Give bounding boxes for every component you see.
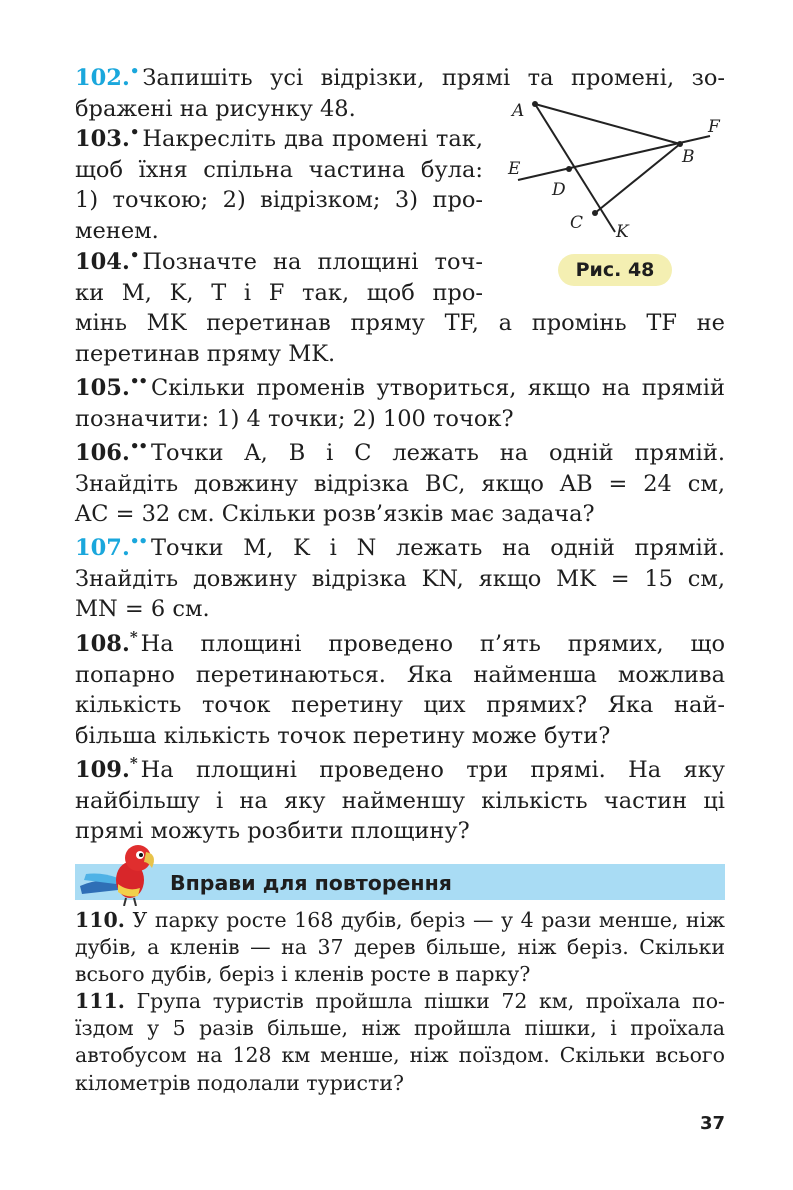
problem-text: прямі можуть розбити площину?	[75, 818, 470, 844]
problem-text: Накресліть два промені так,	[142, 126, 483, 152]
problem-text: їздом у 5 разів більше, ніж пройшла пішки, і проїхала	[75, 1016, 725, 1041]
problem-text: перетинав пряму MK.	[75, 340, 336, 367]
problem-number: 104.	[75, 249, 130, 275]
problem-number: 109.	[75, 757, 130, 783]
problem-106	[75, 431, 725, 530]
problem-text: Скільки променів утвориться, якщо на прямій	[151, 375, 725, 401]
problem-text: Точки M, K і N лежать на одній прямій.	[151, 535, 725, 561]
problem-text: бражені на рисунку 48.	[75, 95, 356, 122]
problem-text: Знайдіть довжину відрізка BC, якщо AB = 24 см,	[75, 470, 725, 497]
point-label-b: B	[682, 147, 695, 167]
problem-text: На площині проведено три прямі. На яку	[140, 757, 725, 783]
problem-text: автобусом на 128 км менше, ніж поїздом. Скільки всього	[75, 1043, 725, 1068]
problem-text: позначити: 1) 4 точки; 2) 100 точок?	[75, 405, 514, 432]
problem-number: 111.	[75, 989, 125, 1013]
page-number: 37	[700, 1113, 726, 1134]
difficulty-mark: ••	[129, 532, 147, 550]
problem-number: 108.	[75, 631, 130, 657]
problem-number: 103.	[75, 126, 130, 152]
problem-text: кількість точок перетину цих прямих? Яка най-	[75, 692, 725, 718]
problem-number: 110.	[75, 908, 125, 932]
problem-103	[75, 117, 483, 246]
difficulty-mark: *	[129, 628, 137, 646]
figure-caption: Рис. 48	[558, 254, 672, 286]
problem-text: Точки A, B і C лежать на одній прямій.	[151, 440, 725, 466]
problem-text: Позначте на площині точ-	[142, 249, 483, 275]
problem-text: попарно перетинаються. Яка найменша можлива	[75, 661, 725, 688]
problem-text: Знайдіть довжину відрізка KN, якщо MK = 15 см,	[75, 565, 725, 592]
problem-text: щоб їхня спільна частина була:	[75, 156, 483, 183]
difficulty-mark: *	[129, 754, 137, 772]
difficulty-mark: •	[129, 123, 139, 141]
problem-111	[75, 988, 725, 1097]
problem-105	[75, 366, 725, 434]
problem-text: кілометрів подолали туристи?	[75, 1070, 404, 1095]
problem-108	[75, 622, 725, 751]
difficulty-mark: ••	[129, 372, 147, 390]
point-label-d: D	[552, 180, 566, 200]
problem-number: 106.	[75, 440, 130, 466]
problem-number: 105.	[75, 375, 130, 401]
point-label-e: E	[508, 159, 521, 179]
section-title: Вправи для повторення	[170, 871, 452, 895]
problem-text: ки M, K, T і F так, щоб про-	[75, 279, 483, 306]
point-label-k: K	[616, 222, 629, 242]
problem-text: мінь MK перетинав пряму TF, а промінь TF не	[75, 310, 725, 336]
problem-text: Група туристів пройшла пішки 72 км, проїхала по-	[136, 989, 725, 1013]
problem-text: менем.	[75, 217, 159, 244]
point-label-c: C	[570, 213, 584, 233]
problem-text: дубів, а кленів — на 37 дерев більше, ніж беріз. Скільки	[75, 935, 725, 960]
difficulty-mark: ••	[129, 437, 147, 455]
difficulty-mark: •	[129, 62, 139, 80]
problem-109	[75, 748, 725, 847]
point-label-f: F	[708, 117, 720, 137]
problem-107	[75, 526, 725, 625]
problem-number: 107.	[75, 535, 130, 561]
problem-text: найбільшу і на яку найменшу кількість частин ці	[75, 787, 725, 814]
problem-text: всього дубів, беріз і кленів росте в парку?	[75, 962, 531, 987]
problem-text: Запишіть усі відрізки, прямі та промені, зо-	[142, 65, 725, 91]
point-label-a: A	[512, 101, 525, 121]
problem-text: У парку росте 168 дубів, беріз — у 4 рази менше, ніж	[132, 908, 725, 932]
figure-48-diagram	[500, 92, 740, 242]
parrot-icon	[78, 838, 168, 906]
problem-text: більша кількість точок перетину може бути?	[75, 722, 611, 749]
problem-104	[75, 240, 725, 369]
problem-text: AC = 32 см. Скільки розв’язків має задача?	[75, 501, 595, 527]
problem-text: 1) точкою; 2) відрізком; 3) про-	[75, 187, 483, 213]
problem-text: MN = 6 см.	[75, 596, 210, 622]
difficulty-mark: •	[129, 246, 139, 264]
problem-number: 102.	[75, 65, 130, 91]
problem-text: На площині проведено п’ять прямих, що	[140, 631, 725, 657]
problem-110	[75, 907, 725, 989]
